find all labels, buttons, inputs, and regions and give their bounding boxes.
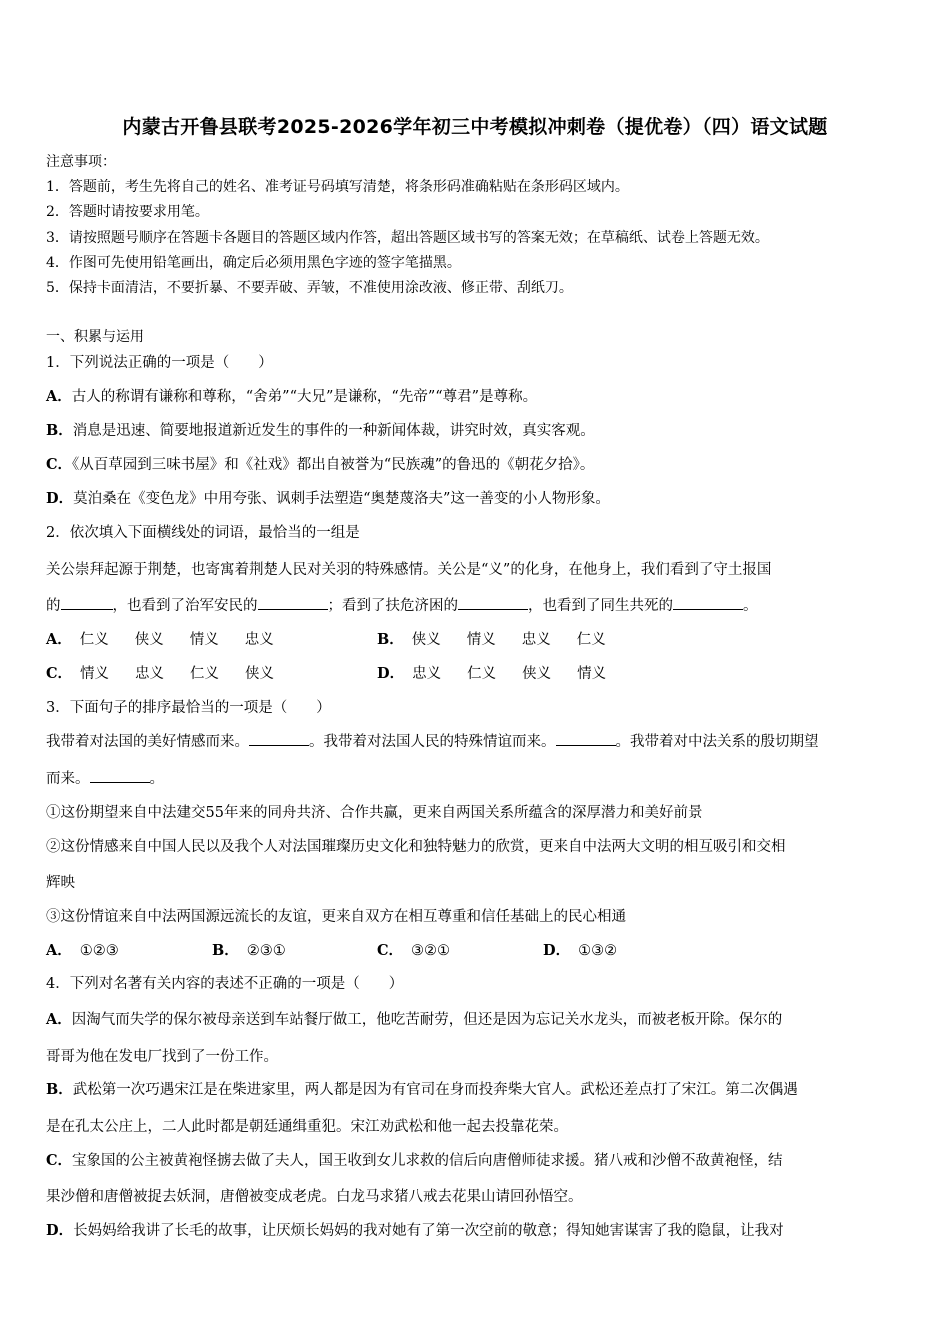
q2-option-c bbox=[46, 662, 300, 683]
option-word: 侠义 bbox=[522, 666, 552, 682]
option-word: 情义 bbox=[577, 666, 607, 682]
q2-option-d bbox=[377, 662, 632, 683]
option-text: 武松第一次巧遇宋江是在柴进家里，两人都是因为有官司在身而投奔柴大官人。武松还差点打了宋江。第二次偶遇 bbox=[72, 1082, 798, 1098]
text-fragment: ，也看到了治军安民的 bbox=[112, 598, 258, 614]
q3-option-c bbox=[377, 939, 450, 960]
option-text: 莫泊桑在《变色龙》中用夸张、讽刺手法塑造“奥楚蔑洛夫”这一善变的小人物形象。 bbox=[73, 491, 610, 507]
option-label: A． bbox=[46, 631, 72, 648]
q4-option-d bbox=[46, 1219, 784, 1240]
option-label: C． bbox=[46, 456, 73, 473]
text-fragment: ，也看到了同生共死的 bbox=[528, 598, 673, 614]
q3-sentence-2: ②这份情感来自中国人民以及我个人对法国璀璨历史文化和独特魅力的欣赏，更来自中法两大文明的相互吸引和交相 bbox=[46, 839, 786, 855]
option-text: 《从百草园到三味书屋》和《社戏》都出自被誉为“民族魂”的鲁迅的《朝花夕拾》。 bbox=[72, 457, 595, 473]
q2-passage: 关公崇拜起源于荆楚，也寄寓着荆楚人民对关羽的特殊感情。关公是“义”的化身，在他身上，我们看到了守土报国 bbox=[46, 562, 772, 578]
answer-blank bbox=[61, 595, 113, 610]
q4-option-c-cont: 果沙僧和唐僧被捉去妖洞，唐僧被变成老虎。白龙马求猪八戒去花果山请回孙悟空。 bbox=[46, 1189, 583, 1205]
text-fragment: 而来。 bbox=[46, 771, 90, 787]
text-fragment: 。 bbox=[743, 598, 758, 614]
option-word: 侠义 bbox=[411, 632, 441, 648]
option-text: 古人的称谓有谦称和尊称，“舍弟”“大兄”是谦称，“先帝”“尊君”是尊称。 bbox=[71, 389, 538, 405]
option-text: 消息是迅速、简要地报道新近发生的事件的一种新闻体裁，讲究时效，真实客观。 bbox=[72, 423, 595, 439]
section-heading: 一、积累与运用 bbox=[46, 329, 144, 345]
answer-blank bbox=[556, 731, 616, 746]
text-fragment: 。我带着对中法关系的殷切期望 bbox=[615, 734, 819, 750]
text-fragment: ；看到了扶危济困的 bbox=[327, 598, 458, 614]
option-word: 忠义 bbox=[521, 632, 551, 648]
option-label: B． bbox=[46, 422, 73, 439]
note-item: 2．答题时请按要求用笔。 bbox=[46, 204, 209, 220]
answer-blank bbox=[258, 595, 328, 610]
option-label: D． bbox=[377, 665, 405, 682]
option-word: 仁义 bbox=[467, 666, 497, 682]
question-2-stem: 2．依次填入下面横线处的词语，最恰当的一组是 bbox=[46, 525, 360, 541]
q3-option-b bbox=[212, 939, 286, 960]
answer-blank bbox=[458, 595, 528, 610]
text-fragment: 的 bbox=[46, 598, 61, 614]
q3-option-a bbox=[46, 939, 119, 960]
option-label: D． bbox=[543, 942, 571, 959]
option-label: D． bbox=[46, 490, 74, 507]
q2-option-b bbox=[377, 628, 632, 649]
option-label: A． bbox=[46, 1011, 72, 1028]
q4-option-c bbox=[46, 1149, 783, 1170]
q3-sentence-3: ③这份情谊来自中法两国源远流长的友谊，更来自双方在相互尊重和信任基础上的民心相通 bbox=[46, 909, 626, 925]
question-3-stem: 3．下面句子的排序最恰当的一项是（ ） bbox=[46, 700, 331, 716]
text-fragment: 。 bbox=[149, 771, 164, 787]
note-item: 1．答题前，考生先将自己的姓名、准考证号码填写清楚，将条形码准确粘贴在条形码区域内。 bbox=[46, 179, 629, 195]
option-label: D． bbox=[46, 1222, 74, 1239]
q4-option-b bbox=[46, 1078, 798, 1099]
option-text: 宝象国的公主被黄袍怪掳去做了夫人，国王收到女儿求救的信后向唐僧师徒求援。猪八戒和沙僧不敌黄袍怪，结 bbox=[72, 1153, 783, 1169]
note-item: 4．作图可先使用铅笔画出，确定后必须用黑色字迹的签字笔描黑。 bbox=[46, 255, 461, 271]
option-text: ②③① bbox=[246, 943, 286, 959]
note-item: 5．保持卡面清洁，不要折暴、不要弄破、弄皱，不准使用涂改液、修正带、刮纸刀。 bbox=[46, 280, 573, 296]
option-word: 忠义 bbox=[412, 666, 442, 682]
q2-option-a bbox=[46, 628, 300, 649]
option-word: 忠义 bbox=[244, 632, 274, 648]
note-item: 3．请按照题号顺序在答题卡各题目的答题区域内作答，超出答题区域书写的答案无效；在草稿纸、试卷上答题无效。 bbox=[46, 230, 769, 246]
q3-passage-cont bbox=[46, 767, 164, 788]
q4-option-b-cont: 是在孔太公庄上，二人此时都是朝廷通缉重犯。宋江劝武松和他一起去投靠花荣。 bbox=[46, 1119, 568, 1135]
option-label: B． bbox=[212, 942, 239, 959]
q1-option-b bbox=[46, 419, 595, 440]
option-word: 仁义 bbox=[190, 666, 220, 682]
option-word: 情义 bbox=[466, 632, 496, 648]
answer-blank bbox=[90, 768, 150, 783]
q3-sentence-2-cont: 辉映 bbox=[46, 875, 75, 891]
option-label: A． bbox=[46, 942, 72, 959]
q1-option-a bbox=[46, 385, 537, 406]
question-1-stem: 1．下列说法正确的一项是（ ） bbox=[46, 355, 273, 371]
q2-passage-blanks bbox=[46, 594, 758, 615]
option-label: C． bbox=[377, 942, 404, 959]
option-text: 因淘气而失学的保尔被母亲送到车站餐厅做工，他吃苦耐劳，但还是因为忘记关水龙头，而被老板开除。保尔的 bbox=[71, 1012, 783, 1028]
question-4-stem: 4．下列对名著有关内容的表述不正确的一项是（ ） bbox=[46, 976, 404, 992]
answer-blank bbox=[249, 731, 309, 746]
q4-option-a-cont: 哥哥为他在发电厂找到了一份工作。 bbox=[46, 1049, 278, 1065]
q1-option-c bbox=[46, 453, 594, 474]
option-label: B． bbox=[46, 1081, 73, 1098]
option-word: 情义 bbox=[80, 666, 110, 682]
option-text: ①②③ bbox=[79, 943, 119, 959]
option-word: 仁义 bbox=[79, 632, 109, 648]
option-label: A． bbox=[46, 388, 72, 405]
option-label: C． bbox=[46, 665, 73, 682]
option-text: ③②① bbox=[411, 943, 451, 959]
option-word: 侠义 bbox=[245, 666, 275, 682]
q3-sentence-1: ①这份期望来自中法建交55年来的同舟共济、合作共赢，更来自两国关系所蕴含的深厚潜力和美好前景 bbox=[46, 805, 703, 821]
text-fragment: 。我带着对法国人民的特殊情谊而来。 bbox=[309, 734, 556, 750]
option-text: 长妈妈给我讲了长毛的故事，让厌烦长妈妈的我对她有了第一次空前的敬意；得知她害谋害了我的隐鼠，让我对 bbox=[73, 1223, 784, 1239]
q1-option-d bbox=[46, 487, 610, 508]
option-word: 忠义 bbox=[135, 666, 165, 682]
text-fragment: 我带着对法国的美好情感而来。 bbox=[46, 734, 249, 750]
option-text: ①③② bbox=[578, 943, 618, 959]
answer-blank bbox=[673, 595, 743, 610]
option-label: B． bbox=[377, 631, 404, 648]
notes-header: 注意事项： bbox=[46, 154, 116, 170]
option-word: 仁义 bbox=[576, 632, 606, 648]
q3-passage bbox=[46, 730, 819, 751]
page-title: 内蒙古开鲁县联考2025-2026学年初三中考模拟冲刺卷（提优卷）（四）语文试题 bbox=[122, 116, 828, 138]
q3-option-d bbox=[543, 939, 617, 960]
option-word: 情义 bbox=[189, 632, 219, 648]
q4-option-a bbox=[46, 1008, 782, 1029]
option-word: 侠义 bbox=[134, 632, 164, 648]
option-label: C． bbox=[46, 1152, 73, 1169]
